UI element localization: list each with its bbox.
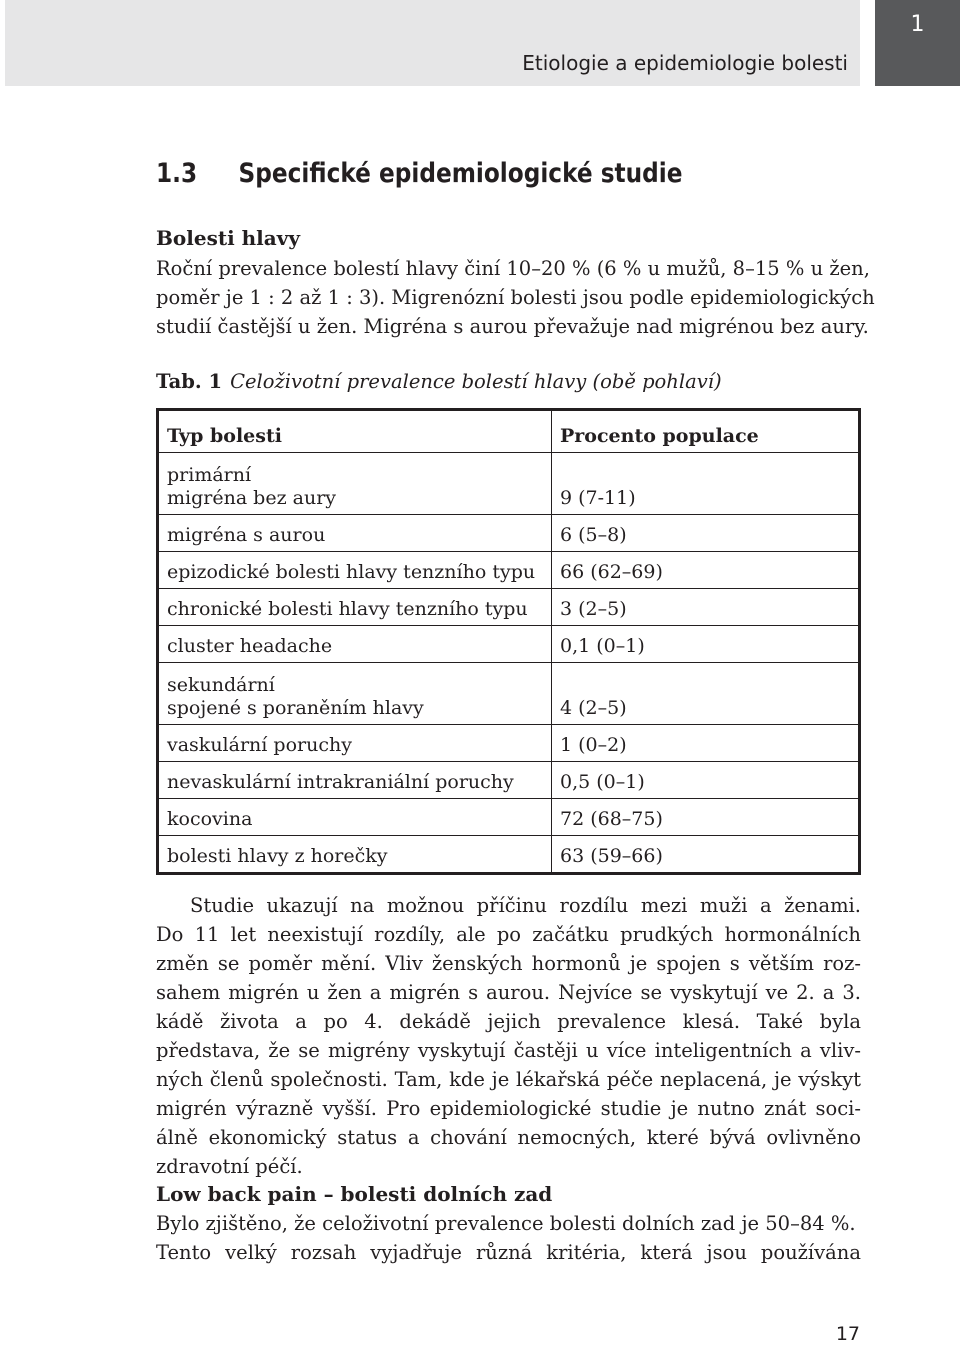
chapter-number: 1 xyxy=(910,12,925,37)
paragraph-line: sahem migrén u žen a migrén s aurou. Nejvíce se vyskytují ve 2. a 3. xyxy=(156,981,861,1004)
chapter-tab xyxy=(875,0,960,86)
running-header xyxy=(5,0,860,86)
table-label: Tab. 1 xyxy=(156,370,223,393)
paragraph-line: Roční prevalence bolestí hlavy činí 10–20 % (6 % u mužů, 8–15 % u žen, xyxy=(156,257,870,280)
column-header-percent: Procento populace xyxy=(552,410,860,453)
table-row xyxy=(158,836,860,874)
row-type: nevaskulární intrakraniální poruchy xyxy=(158,762,552,799)
group-label: primární xyxy=(167,464,252,486)
row-type: spojené s poraněním hlavy xyxy=(167,697,424,719)
row-type: chronické bolesti hlavy tenzního typu xyxy=(158,589,552,626)
table-caption xyxy=(156,370,722,393)
table-header-row xyxy=(158,410,860,453)
column-header-type: Typ bolesti xyxy=(158,410,552,453)
table-row xyxy=(158,552,860,589)
paragraph-line: změn se poměr mění. Vliv ženských hormonů je spojen s větším roz- xyxy=(156,952,861,975)
row-type: kocovina xyxy=(158,799,552,836)
row-value: 9 (7-11) xyxy=(552,453,860,515)
paragraph-line: Bylo zjištěno, že celoživotní prevalence bolesti dolních zad je 50–84 %. xyxy=(156,1212,856,1235)
group-label: sekundární xyxy=(167,674,275,696)
paragraph-line: kádě života a po 4. dekádě jejich prevalence klesá. Také byla xyxy=(156,1010,861,1033)
running-title: Etiologie a epidemiologie bolesti xyxy=(522,51,848,75)
table-row xyxy=(158,725,860,762)
table-row xyxy=(158,663,860,725)
row-type: migréna s aurou xyxy=(158,515,552,552)
paragraph-line: ných členů společnosti. Tam, kde je lékařská péče neplacená, je výskyt xyxy=(156,1068,861,1091)
section-title: Specifické epidemiologické studie xyxy=(238,158,683,189)
row-value: 4 (2–5) xyxy=(552,663,860,725)
paragraph-line: studií častější u žen. Migréna s aurou převažuje nad migrénou bez aury. xyxy=(156,315,869,338)
table-row xyxy=(158,626,860,663)
row-type: cluster headache xyxy=(158,626,552,663)
paragraph-line: álně ekonomický status a chování nemocných, které bývá ovlivněno xyxy=(156,1126,861,1149)
headache-subheading: Bolesti hlavy xyxy=(156,226,300,250)
row-type: bolesti hlavy z horečky xyxy=(158,836,552,874)
table-row xyxy=(158,589,860,626)
paragraph-line: zdravotní péčí. xyxy=(156,1155,303,1178)
table-row xyxy=(158,453,860,515)
paragraph-line: Studie ukazují na možnou příčinu rozdílu mezi muži a ženami. xyxy=(190,894,861,917)
row-value: 0,1 (0–1) xyxy=(552,626,860,663)
row-value: 63 (59–66) xyxy=(552,836,860,874)
page-number: 17 xyxy=(835,1323,860,1345)
table-row xyxy=(158,799,860,836)
section-number: 1.3 xyxy=(156,158,198,189)
headache-paragraph xyxy=(156,254,875,341)
prevalence-table xyxy=(156,408,861,875)
low-back-subheading: Low back pain – bolesti dolních zad xyxy=(156,1182,553,1206)
row-value: 6 (5–8) xyxy=(552,515,860,552)
row-value: 1 (0–2) xyxy=(552,725,860,762)
row-value: 3 (2–5) xyxy=(552,589,860,626)
table-row xyxy=(158,762,860,799)
paragraph-line: Tento velký rozsah vyjadřuje různá kritéria, která jsou používána xyxy=(156,1241,861,1264)
paragraph-line: Do 11 let neexistují rozdíly, ale po začátku prudkých hormonálních xyxy=(156,923,861,946)
row-value: 72 (68–75) xyxy=(552,799,860,836)
row-type: epizodické bolesti hlavy tenzního typu xyxy=(158,552,552,589)
row-type: migréna bez aury xyxy=(167,487,337,509)
paragraph-line: poměr je 1 : 2 až 1 : 3). Migrenózní bolesti jsou podle epidemiologických xyxy=(156,286,875,309)
table-caption-text: Celoživotní prevalence bolestí hlavy (obě pohlaví) xyxy=(230,370,722,393)
table-row xyxy=(158,515,860,552)
row-value: 0,5 (0–1) xyxy=(552,762,860,799)
row-type: vaskulární poruchy xyxy=(158,725,552,762)
paragraph-line: představa, že se migrény vyskytují častěji u více inteligentních a vliv- xyxy=(156,1039,861,1062)
section-heading xyxy=(156,158,683,189)
studies-paragraph xyxy=(156,891,861,1181)
row-value: 66 (62–69) xyxy=(552,552,860,589)
paragraph-line: migrén výrazně vyšší. Pro epidemiologické studie je nutno znát soci- xyxy=(156,1097,861,1120)
low-back-paragraph xyxy=(156,1209,861,1267)
